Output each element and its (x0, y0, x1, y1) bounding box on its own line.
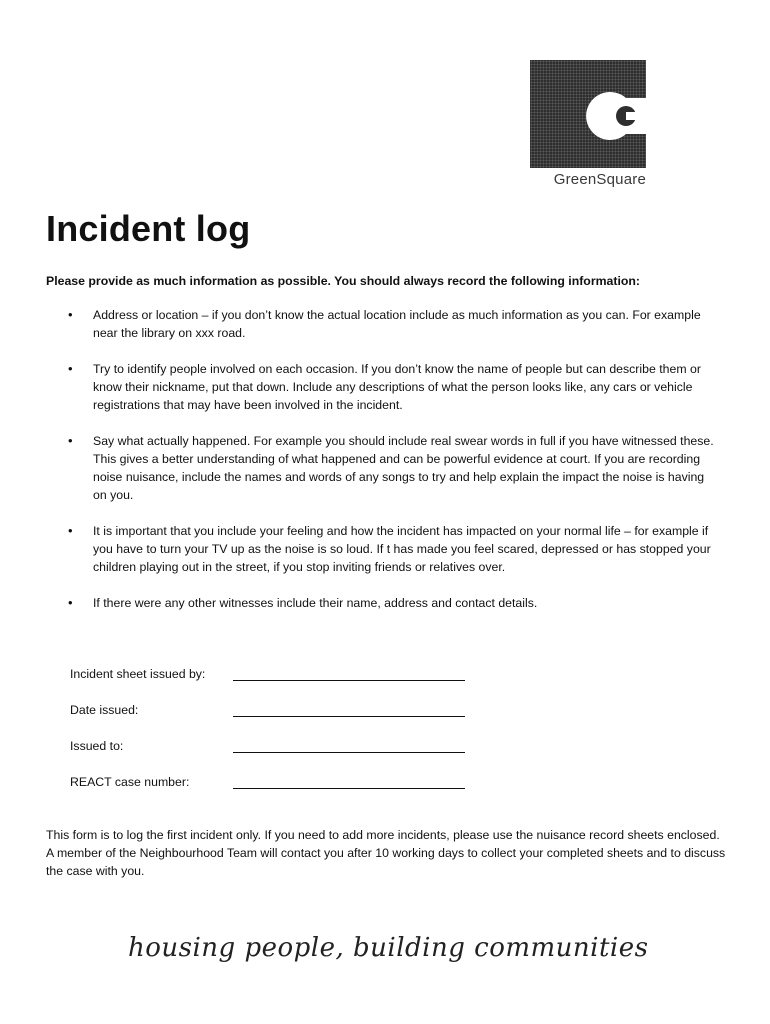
field-label: Issued to: (70, 739, 124, 753)
instruction-item-witnesses: • If there were any other witnesses include their name, address and contact details. (46, 594, 716, 612)
field-react-case-number (70, 773, 470, 809)
date-issued-input-line[interactable] (233, 716, 465, 717)
field-label: Incident sheet issued by: (70, 667, 206, 681)
issued-to-input-line[interactable] (233, 752, 465, 753)
logo-wordmark: GreenSquare (553, 171, 646, 188)
instruction-list (46, 306, 716, 630)
react-case-number-input-line[interactable] (233, 788, 465, 789)
field-date-issued (70, 701, 470, 737)
issued-by-input-line[interactable] (233, 680, 465, 681)
intro-text: Please provide as much information as possible. You should always record the following information: (46, 274, 641, 288)
greensquare-g-icon (530, 60, 646, 168)
field-issued-to (70, 737, 470, 773)
issue-details-form (70, 665, 470, 809)
field-label: REACT case number: (70, 775, 190, 789)
footer-note: This form is to log the first incident only. If you need to add more incidents, please use the nuisance record sheets enclosed. A member of the Neighbourhood Team will contact you after 10 working days to collect your completed sheets and to discuss the case with you. (46, 828, 726, 878)
instruction-item-feelings: • It is important that you include your feeling and how the incident has impacted on your normal life – for example if you have to turn your TV up as the noise is so loud. If t has made you feel scared, depressed or has stopped your children playing out in the street, if you stop inviting friends or relatives over. (46, 522, 716, 576)
instruction-item-location: • Address or location – if you don’t know the actual location include as much information as you can. For example near the library on xxx road. (46, 306, 716, 342)
tagline: housing people, building communities (128, 933, 649, 963)
greensquare-logo (530, 60, 646, 168)
instruction-item-people: • Try to identify people involved on each occasion. If you don’t know the name of people but can describe them or know their nickname, put that down. Include any descriptions of what the person looks like, any cars or vehicle registrations that may have been involved in the incident. (46, 360, 716, 414)
field-label: Date issued: (70, 703, 139, 717)
instruction-item-what-happened: • Say what actually happened. For example you should include real swear words in full if you have witnessed these. This gives a better understanding of what happened and can be powerful evidence at court. If you are recording noise nuisance, include the names and words of any songs to try and help explain the impact the noise is having on you. (46, 432, 716, 504)
page-title: Incident log (46, 208, 251, 249)
field-issued-by (70, 665, 470, 701)
